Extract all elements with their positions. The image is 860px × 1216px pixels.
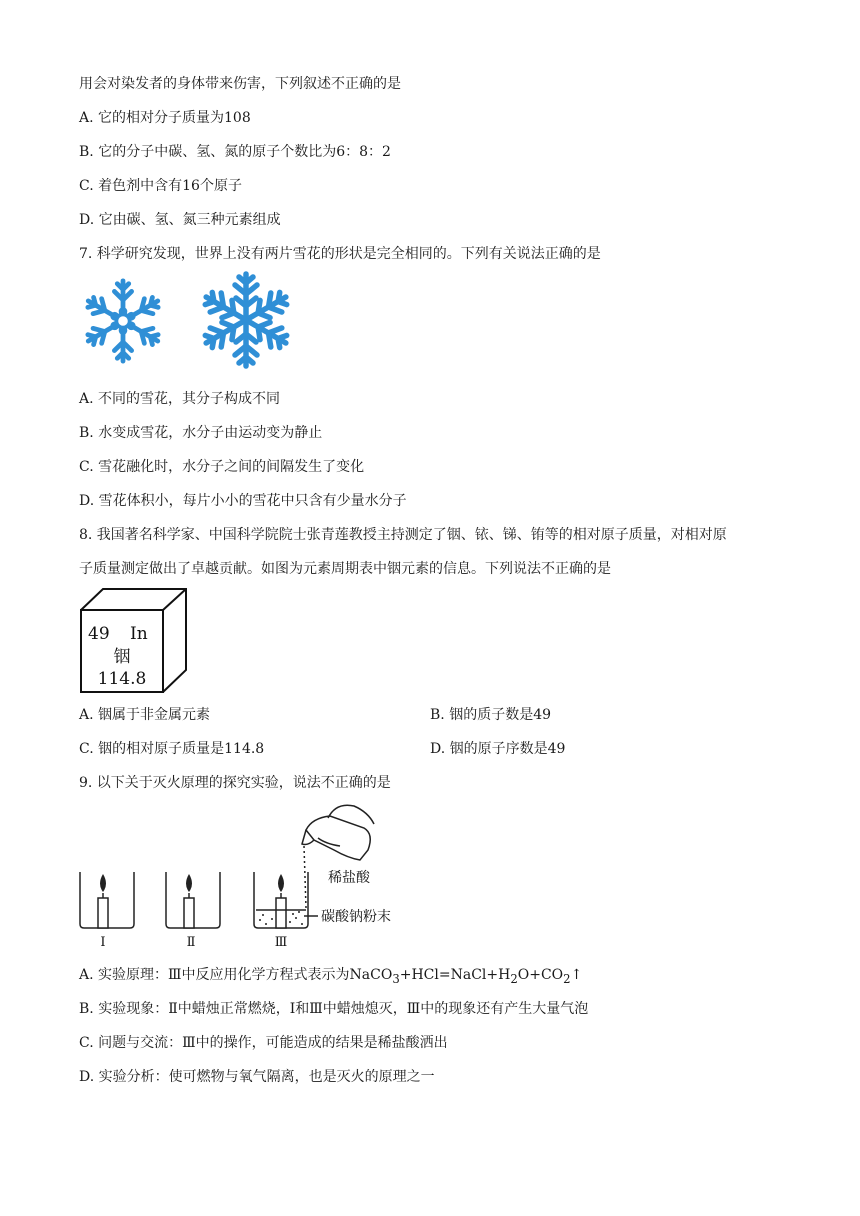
snowflake-1-icon [80,276,166,366]
q6-option-a: A. 它的相对分子质量为108 [79,110,251,126]
element-symbol: In [130,624,148,644]
label-beaker-3: Ⅲ [274,935,288,950]
label-beaker-1: Ⅰ [100,935,106,950]
q8-stem-line1: 8. 我国著名科学家、中国科学院院士张青莲教授主持测定了铟、铱、锑、铕等的相对原子质量，对相对原 [79,527,727,543]
label-powder: 碳酸钠粉末 [321,909,391,925]
element-tile-figure [80,588,188,694]
q7-option-b: B. 水变成雪花，水分子由运动变为静止 [79,425,323,441]
q9-option-b: B. 实验现象：Ⅱ中蜡烛正常燃烧，Ⅰ和Ⅲ中蜡烛熄灭，Ⅲ中的现象还有产生大量气泡 [79,1001,589,1017]
q9-option-c: C. 问题与交流：Ⅲ中的操作，可能造成的结果是稀盐酸洒出 [79,1035,448,1051]
label-beaker-2: Ⅱ [186,935,196,950]
q8-option-c: C. 铟的相对原子质量是114.8 [79,741,265,757]
q7-option-c: C. 雪花融化时，水分子之间的间隔发生了变化 [79,459,365,475]
q6-option-c: C. 着色剂中含有16个原子 [79,178,242,194]
flame-icons [100,874,284,892]
snowflake-2-icon [196,272,296,368]
q8-option-a: A. 铟属于非金属元素 [79,707,211,723]
q9-option-d: D. 实验分析：使可燃物与氧气隔离，也是灭火的原理之一 [79,1069,435,1085]
q8-option-b: B. 铟的质子数是49 [430,707,552,723]
q7-option-d: D. 雪花体积小，每片小小的雪花中只含有少量水分子 [79,493,407,509]
q7-stem: 7. 科学研究发现，世界上没有两片雪花的形状是完全相同的。下列有关说法正确的是 [79,246,601,262]
q8-stem-line2: 子质量测定做出了卓越贡献。如图为元素周期表中铟元素的信息。下列说法不正确的是 [79,561,611,577]
q6-stem-tail: 用会对染发者的身体带来伤害，下列叙述不正确的是 [79,76,401,92]
element-name: 铟 [113,647,131,667]
q7-option-a: A. 不同的雪花，其分子构成不同 [79,391,281,407]
element-number: 49 [88,624,110,644]
fire-experiment-figure [78,800,428,950]
q6-option-b: B. 它的分子中碳、氢、氮的原子个数比为6：8：2 [79,144,391,160]
q9-option-a: A. 实验原理：Ⅲ中反应用化学方程式表示为$NaCO_3+HCl=NaCl+H_2O+CO_2↑$ [79,967,583,986]
element-mass: 114.8 [97,669,147,689]
q6-option-d: D. 它由碳、氢、氮三种元素组成 [79,212,281,228]
q8-option-d: D. 铟的原子序数是49 [430,741,566,757]
label-acid: 稀盐酸 [328,870,370,886]
q9-stem: 9. 以下关于灭火原理的探究实验，说法不正确的是 [79,775,391,791]
